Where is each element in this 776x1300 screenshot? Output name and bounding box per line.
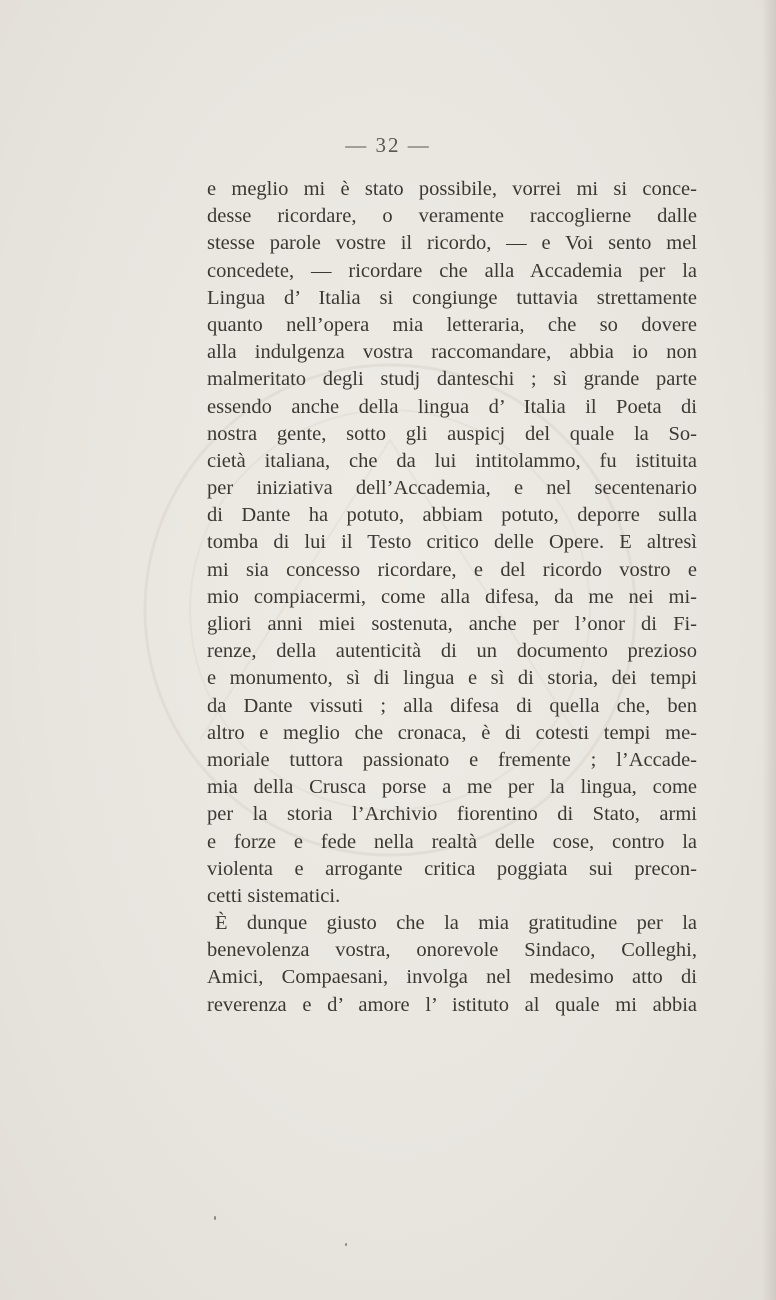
text-line: desse ricordare, o veramente raccoglierne dalle (207, 205, 697, 228)
text-line: mio compiacermi, come alla difesa, da me nei mi- (207, 585, 697, 608)
text-line: mi sia concesso ricordare, e del ricordo vostro e (207, 558, 697, 581)
text-line: cietà italiana, che da lui intitolammo, fu istituita (207, 449, 697, 472)
text-line: stesse parole vostre il ricordo, — e Voi sento mel (207, 232, 697, 255)
page-number: — 32 — (345, 133, 431, 157)
text-line: concedete, — ricordare che alla Accademia per la (207, 259, 697, 282)
text-line: per iniziativa dell’Accademia, e nel secentenario (207, 477, 697, 500)
text-line: mia della Crusca porse a me per la lingua, come (207, 776, 697, 799)
text-line: da Dante vissuti ; alla difesa di quella che, ben (207, 694, 697, 717)
text-line: benevolenza vostra, onorevole Sindaco, Colleghi, (207, 939, 697, 962)
text-line: di Dante ha potuto, abbiam potuto, deporre sulla (207, 504, 697, 527)
text-line: alla indulgenza vostra raccomandare, abbia io non (207, 341, 697, 364)
text-line: malmeritato degli studj danteschi ; sì grande parte (207, 368, 697, 391)
paragraph (207, 176, 697, 910)
text-line: e meglio mi è stato possibile, vorrei mi si conce- (207, 178, 697, 200)
body-text (207, 176, 697, 1019)
text-line: per la storia l’Archivio fiorentino di Stato, armi (207, 803, 697, 826)
text-line: cetti sistematici. (207, 884, 341, 907)
paper-speck (214, 1216, 216, 1220)
text-line: altro e meglio che cronaca, è di cotesti tempi me- (207, 721, 697, 744)
text-line: È dunque giusto che la mia gratitudine per la (215, 912, 697, 935)
text-line: e forze e fede nella realtà delle cose, contro la (207, 830, 697, 853)
text-line: e monumento, sì di lingua e sì di storia, dei tempi (207, 667, 697, 690)
page-edge-shadow (762, 0, 776, 1300)
text-line: tomba di lui il Testo critico delle Opere. E altresì (207, 531, 697, 554)
text-line: renze, della autenticità di un documento prezioso (207, 640, 697, 663)
text-line: moriale tuttora passionato e fremente ; l’Accade- (207, 748, 697, 771)
text-line: gliori anni miei sostenuta, anche per l’onor di Fi- (207, 613, 697, 635)
text-line: quanto nell’opera mia letteraria, che so dovere (207, 313, 697, 336)
paper-speck (345, 1243, 347, 1246)
text-line: nostra gente, sotto gli auspicj del quale la So- (207, 422, 697, 445)
text-line: Amici, Compaesani, involga nel medesimo atto di (207, 966, 697, 989)
text-line: essendo anche della lingua d’ Italia il Poeta di (207, 395, 697, 418)
text-line: violenta e arrogante critica poggiata sui precon- (207, 857, 697, 880)
text-line: Lingua d’ Italia si congiunge tuttavia strettamente (207, 286, 697, 309)
text-line: reverenza e d’ amore l’ istituto al quale mi abbia (207, 993, 697, 1016)
paragraph (207, 910, 697, 1019)
